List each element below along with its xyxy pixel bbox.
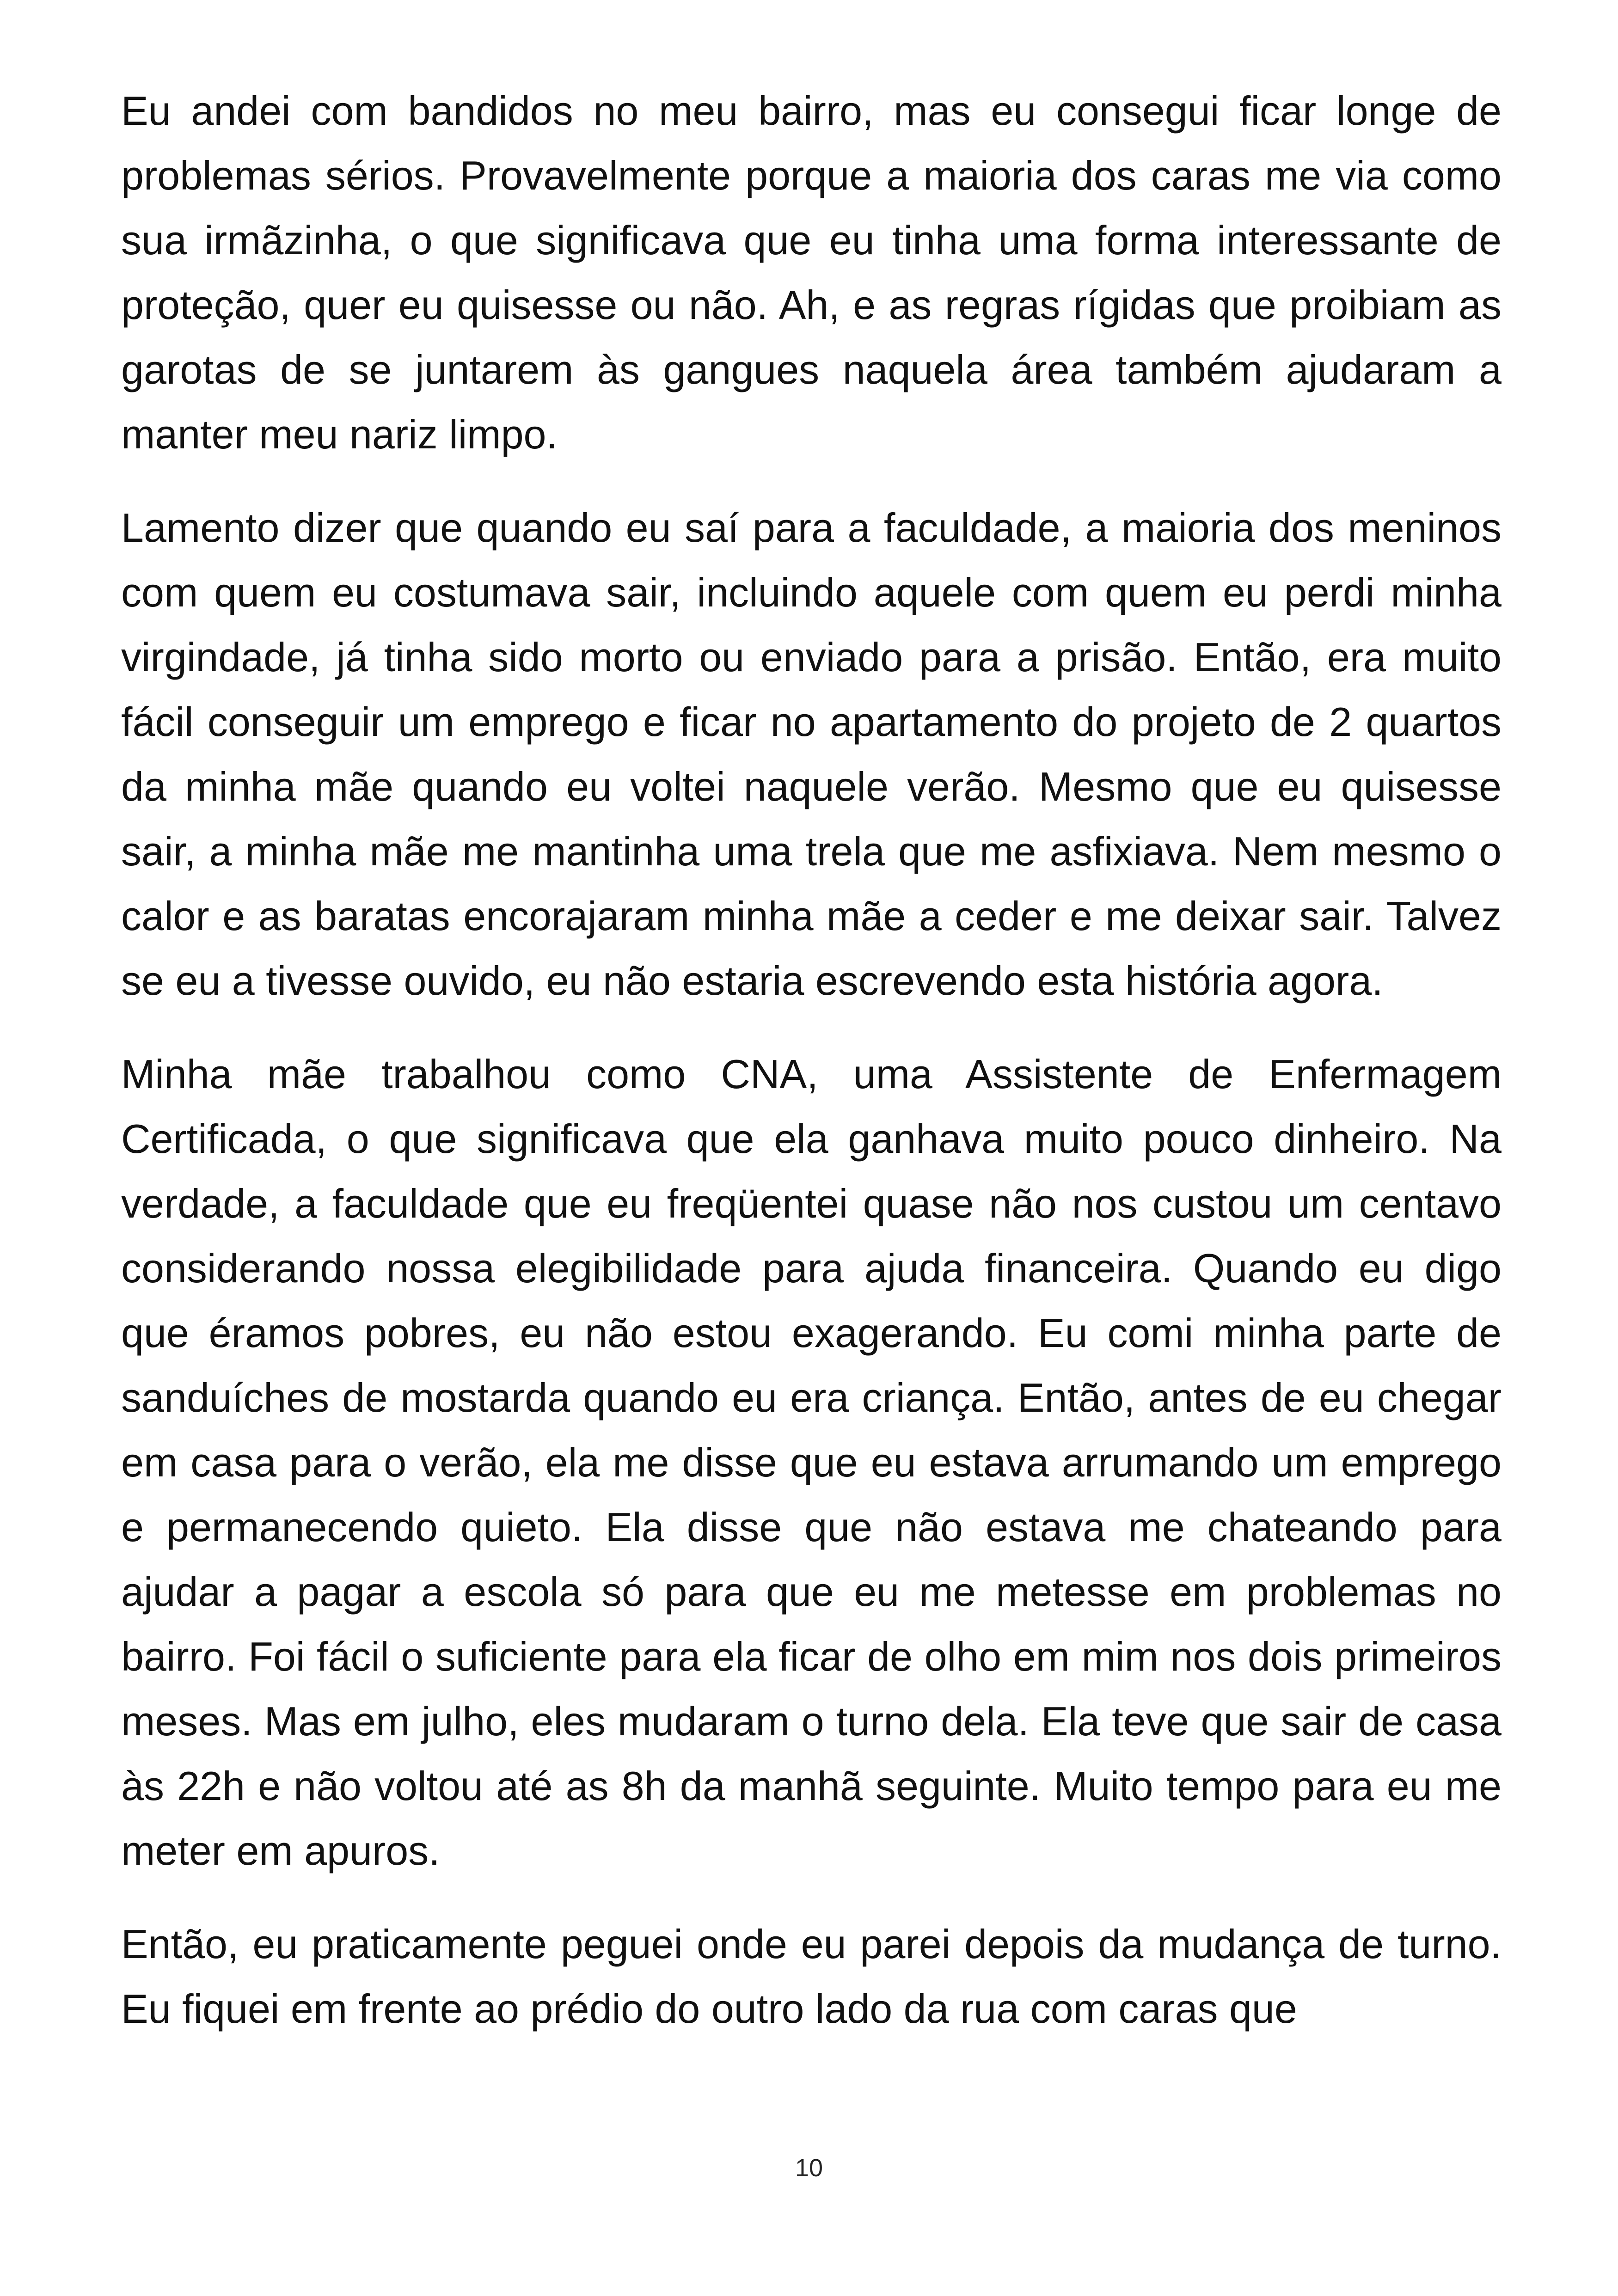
body-text bbox=[121, 79, 1502, 2070]
paragraph-3: Minha mãe trabalhou como CNA, uma Assistente de Enfermagem Certificada, o que significava que ela ganhava muito pouco dinheiro. Na verdade, a faculdade que eu freqüentei quase não nos custou um centavo considerando nossa elegibilidade para ajuda financeira. Quando eu digo que éramos pobres, eu não estou exagerando. Eu comi minha parte de sanduíches de mostarda quando eu era criança. Então, antes de eu chegar em casa para o verão, ela me disse que eu estava arrumando um emprego e permanecendo quieto. Ela disse que não estava me chateando para ajudar a pagar a escola só para que eu me metesse em problemas no bairro. Foi fácil o suficiente para ela ficar de olho em mim nos dois primeiros meses. Mas em julho, eles mudaram o turno dela. Ela teve que sair de casa às 22h e não voltou até as 8h da manhã seguinte. Muito tempo para eu me meter em apuros. bbox=[121, 1051, 1502, 1874]
page-number: 10 bbox=[795, 2154, 823, 2182]
paragraph-2: Lamento dizer que quando eu saí para a faculdade, a maioria dos meninos com quem eu costumava sair, incluindo aquele com quem eu perdi minha virgindade, já tinha sido morto ou enviado para a prisão. Então, era muito fácil conseguir um emprego e ficar no apartamento do projeto de 2 quartos da minha mãe quando eu voltei naquele verão. Mesmo que eu quisesse sair, a minha mãe me mantinha uma trela que me asfixiava. Nem mesmo o calor e as baratas encorajaram minha mãe a ceder e me deixar sair. Talvez se eu a tivesse ouvido, eu não estaria escrevendo esta história agora. bbox=[121, 505, 1502, 1004]
paragraph-1: Eu andei com bandidos no meu bairro, mas eu consegui ficar longe de problemas sérios. Provavelmente porque a maioria dos caras me via como sua irmãzinha, o que significava que eu tinha uma forma interessante de proteção, quer eu quisesse ou não. Ah, e as regras rígidas que proibiam as garotas de se juntarem às gangues naquela área também ajudaram a manter meu nariz limpo. bbox=[121, 88, 1502, 457]
paragraph-4: Então, eu praticamente peguei onde eu parei depois da mudança de turno. Eu fiquei em frente ao prédio do outro lado da rua com caras que bbox=[121, 1921, 1502, 2032]
